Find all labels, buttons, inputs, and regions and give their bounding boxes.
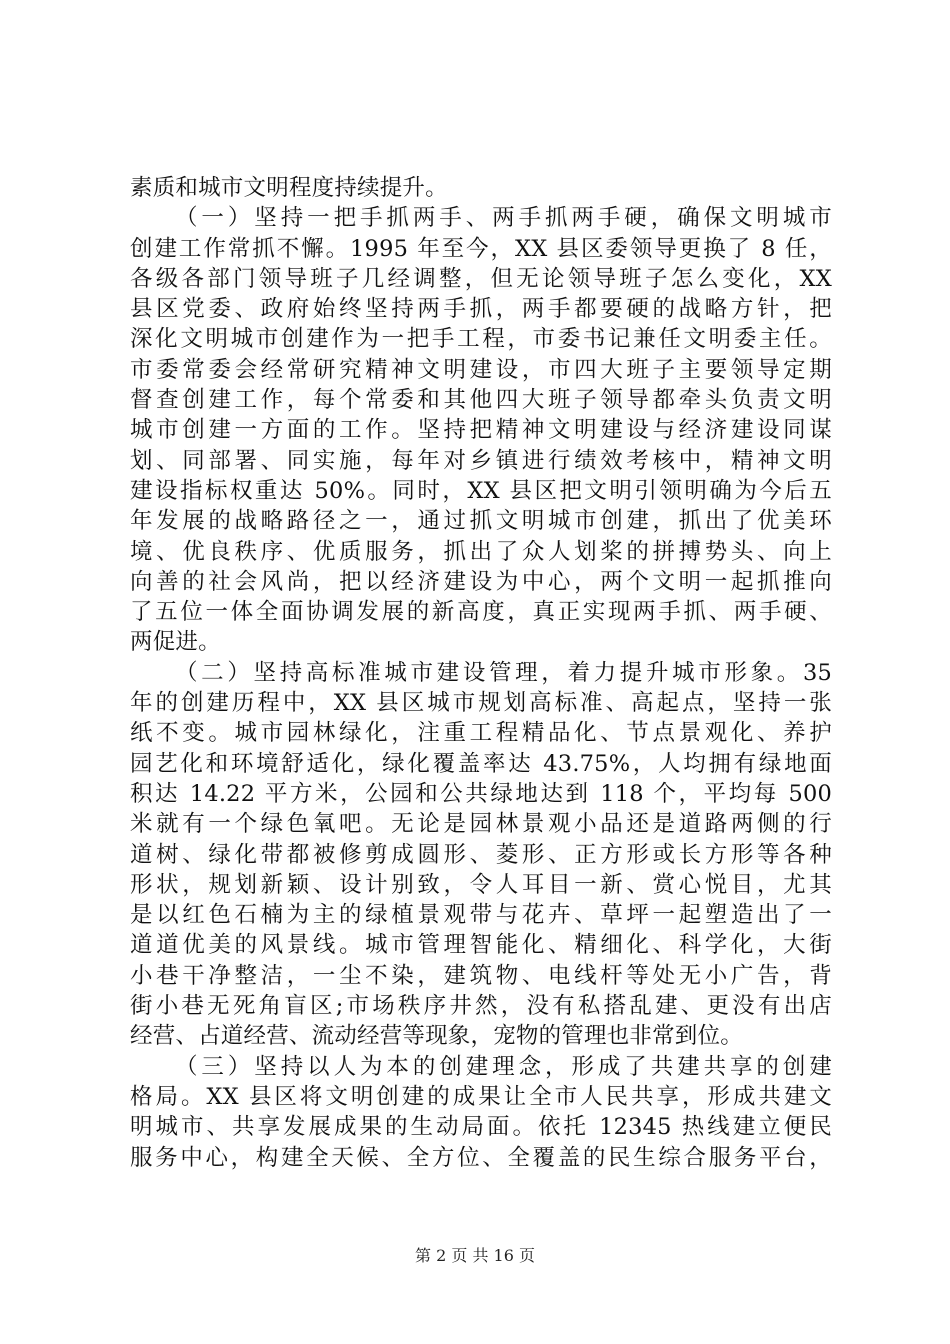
text-line: 督查创建工作，每个常委和其他四大班子领导都牵头负责文明: [130, 387, 832, 414]
text-line: 米就有一个绿色氧吧。无论是园林景观小品还是道路两侧的行: [130, 811, 832, 838]
text-line: 经营、占道经营、流动经营等现象，宠物的管理也非常到位。: [130, 1023, 743, 1050]
text-line: 格局。XX 县区将文明创建的成果让全市人民共享，形成共建文: [130, 1083, 832, 1110]
text-line: 是以红色石楠为主的绿植景观带与花卉、草坪一起塑造出了一: [130, 902, 832, 929]
text-line: 境、优良秩序、优质服务，抓出了众人划桨的拼搏势头、向上: [130, 538, 832, 565]
text-line: 各级各部门领导班子几经调整，但无论领导班子怎么变化，XX: [130, 265, 832, 292]
text-line: 城市创建一方面的工作。坚持把精神文明建设与经济建设同谋: [130, 417, 832, 444]
text-line: 划、同部署、同实施，每年对乡镇进行绩效考核中，精神文明: [130, 447, 832, 474]
text-line: 市委常委会经常研究精神文明建设，市四大班子主要领导定期: [130, 356, 832, 383]
text-line: 服务中心，构建全天候、全方位、全覆盖的民生综合服务平台，: [130, 1144, 832, 1171]
text-line: 县区党委、政府始终坚持两手抓，两手都要硬的战略方针，把: [130, 296, 832, 323]
page-number-label: 第 2 页 共 16 页: [415, 1246, 535, 1265]
page-footer: [0, 1244, 950, 1268]
text-line: 小巷干净整洁，一尘不染，建筑物、电线杆等处无小广告，背: [130, 962, 832, 989]
text-line: 道树、绿化带都被修剪成圆形、菱形、正方形或长方形等各种: [130, 841, 832, 868]
text-line: 创建工作常抓不懈。1995 年至今，XX 县区委领导更换了 8 任，: [130, 235, 832, 262]
text-line: 街小巷无死角盲区;市场秩序井然，没有私搭乱建、更没有出店: [130, 993, 832, 1020]
text-line: 形状，规划新颖、设计别致，令人耳目一新、赏心悦目，尤其: [130, 871, 832, 898]
text-line: （三）坚持以人为本的创建理念，形成了共建共享的创建: [175, 1053, 832, 1080]
text-line: 道道优美的风景线。城市管理智能化、精细化、科学化，大街: [130, 932, 832, 959]
text-line: 明城市、共享发展成果的生动局面。依托 12345 热线建立便民: [130, 1114, 832, 1141]
text-line: 向善的社会风尚，把以经济建设为中心，两个文明一起抓推向: [130, 568, 832, 595]
text-line: 积达 14.22 平方米，公园和公共绿地达到 118 个，平均每 500: [130, 780, 832, 807]
text-line: 年的创建历程中，XX 县区城市规划高标准、高起点，坚持一张: [130, 690, 832, 717]
text-line: 建设指标权重达 50%。同时，XX 县区把文明引领明确为今后五: [130, 477, 832, 504]
text-line: 纸不变。城市园林绿化，注重工程精品化、节点景观化、养护: [130, 720, 832, 747]
text-line: （一）坚持一把手抓两手、两手抓两手硬，确保文明城市: [175, 205, 832, 232]
text-line: 年发展的战略路径之一，通过抓文明城市创建，抓出了优美环: [130, 508, 832, 535]
text-line: 深化文明城市创建作为一把手工程，市委书记兼任文明委主任。: [130, 326, 832, 353]
text-line: 两促进。: [130, 629, 221, 656]
text-line: 了五位一体全面协调发展的新高度，真正实现两手抓、两手硬、: [130, 599, 832, 626]
document-body: [130, 173, 832, 1173]
text-line: 园艺化和环境舒适化，绿化覆盖率达 43.75%，人均拥有绿地面: [130, 750, 832, 777]
text-line: 素质和城市文明程度持续提升。: [130, 175, 448, 201]
text-line: （二）坚持高标准城市建设管理，着力提升城市形象。35: [175, 659, 832, 686]
